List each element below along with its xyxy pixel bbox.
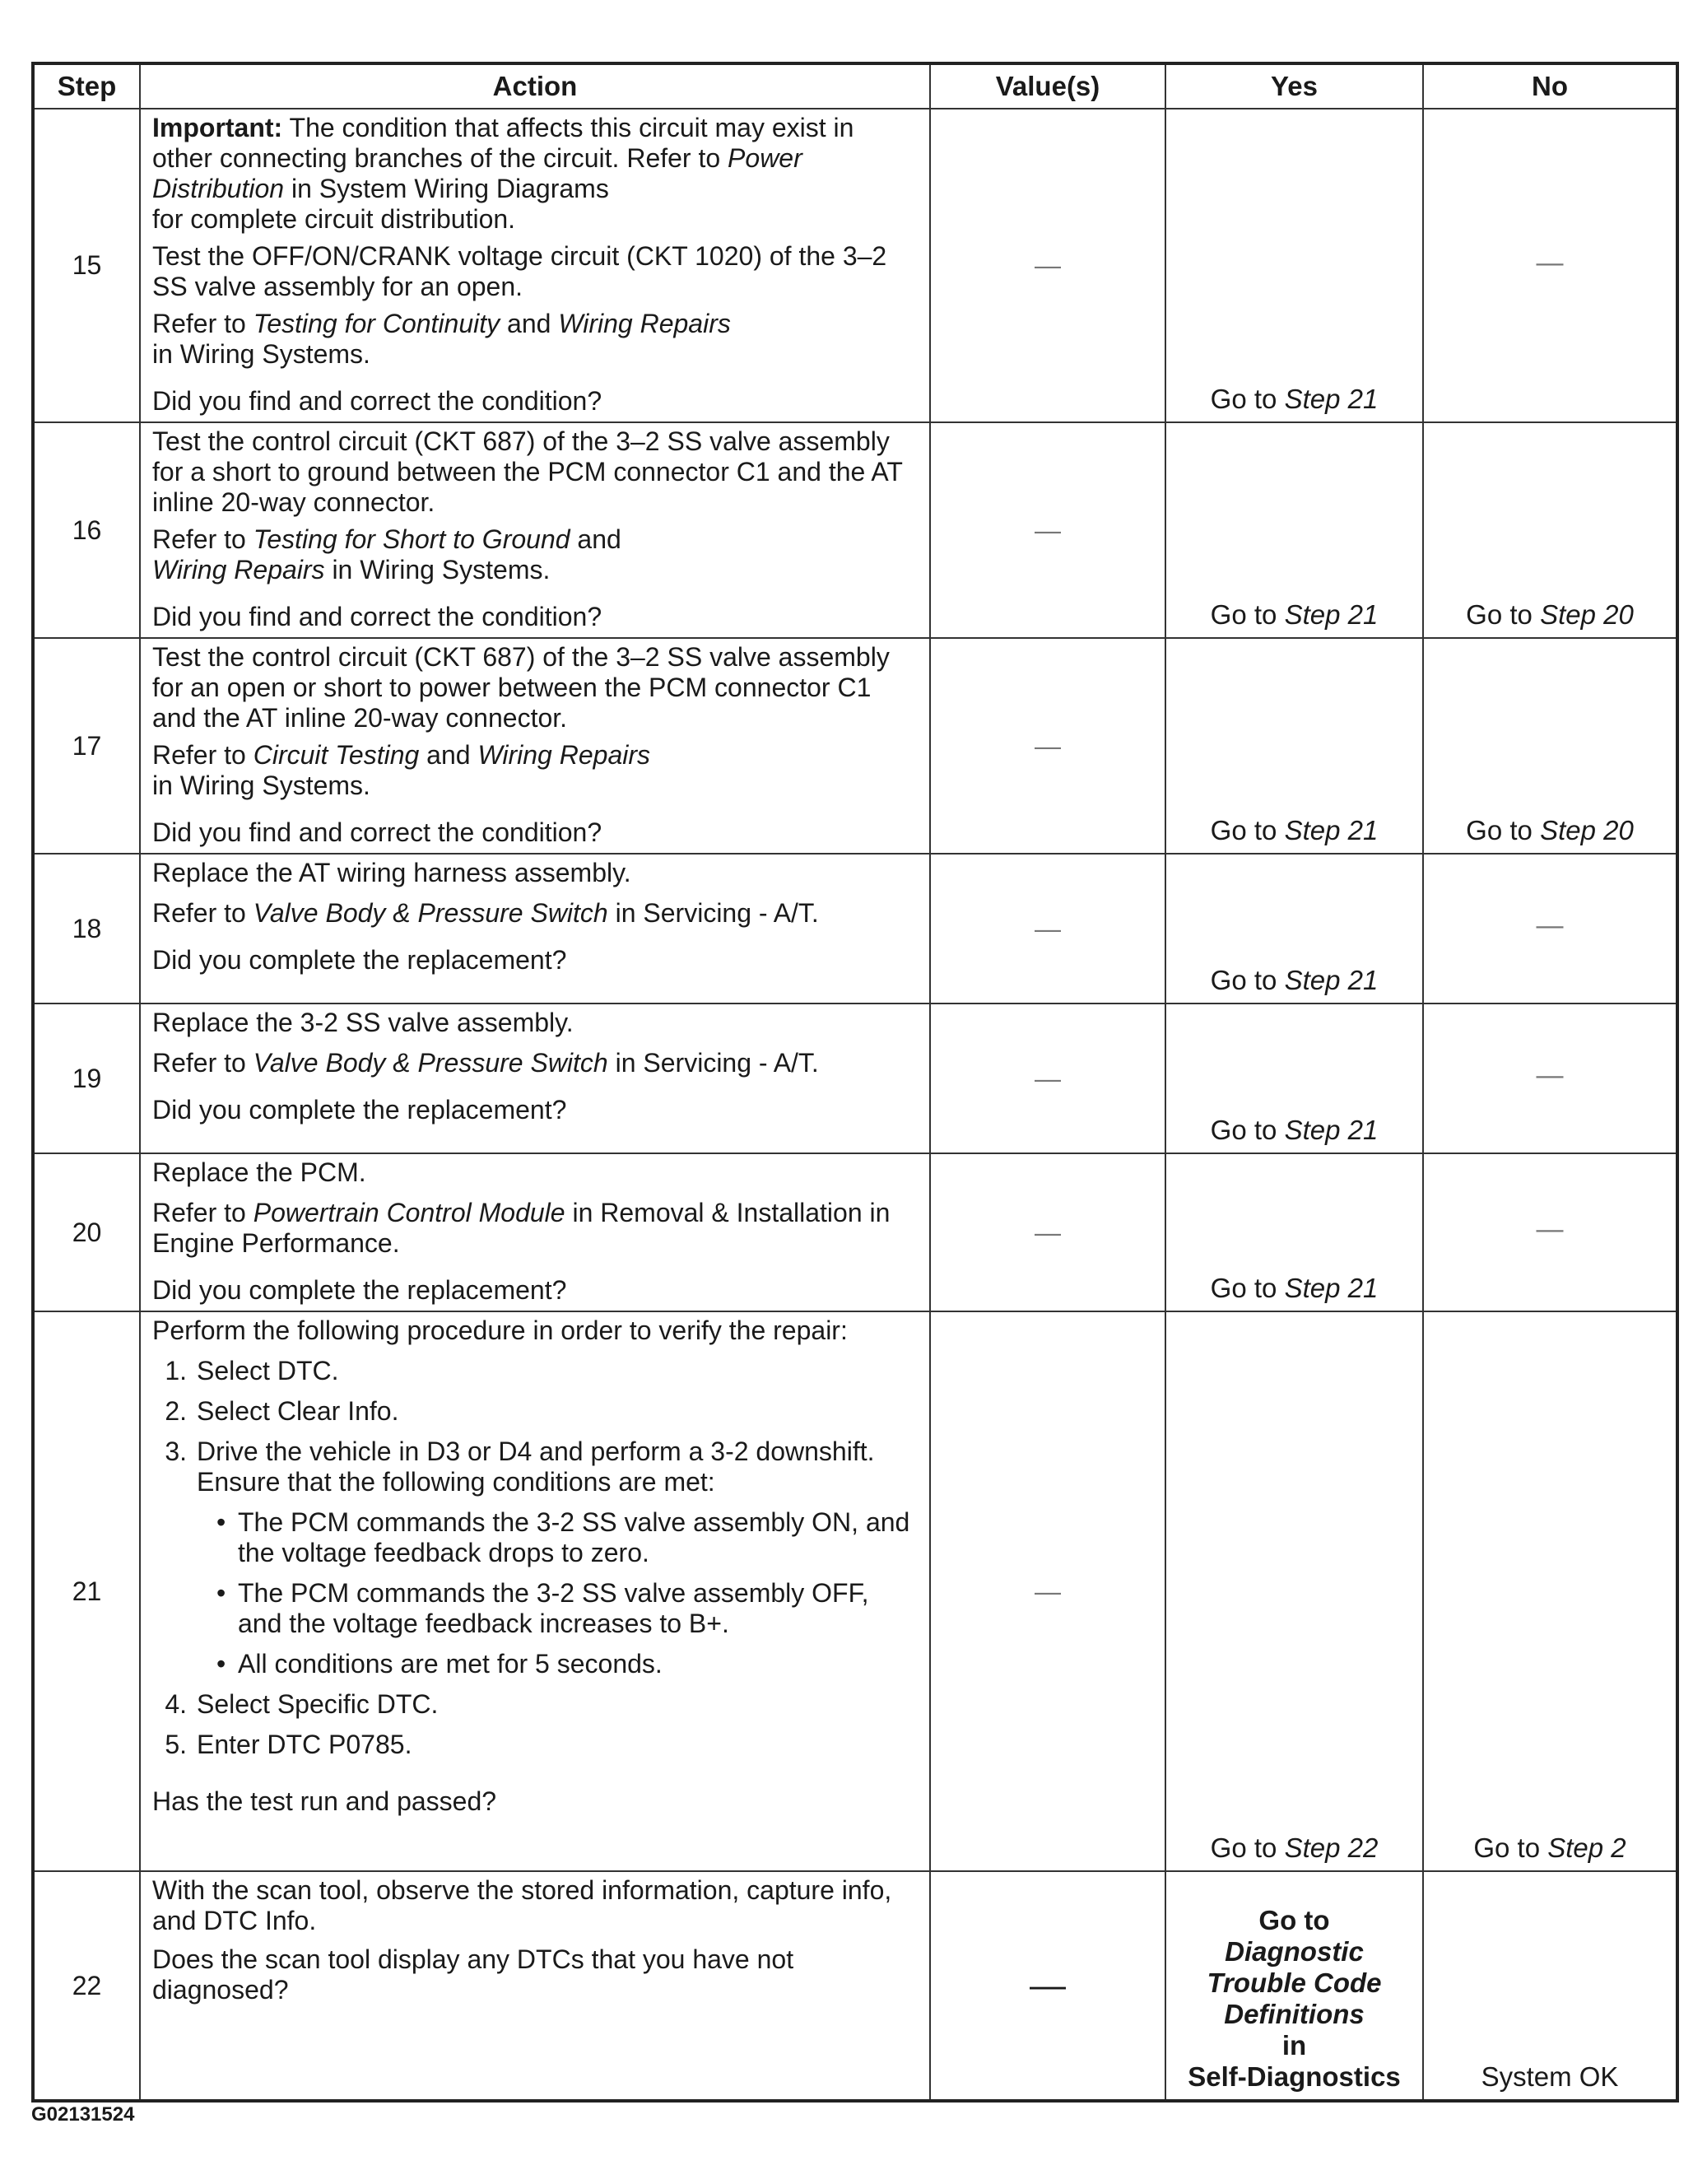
important-note: Important: The condition that affects this circuit may exist in other connecting branches of the circuit. Refer to Power Distribution in System Wiring Diagrams for complete circuit distribution. bbox=[152, 113, 854, 234]
yes-cell: Go to Diagnostic Trouble Code Definitions in Self-Diagnostics bbox=[1165, 1871, 1423, 2101]
reference-text: Refer to Circuit Testing and Wiring Repairs in Wiring Systems. bbox=[152, 740, 650, 800]
value-cell: — bbox=[930, 109, 1165, 422]
no-cell: Go to Step 20 bbox=[1423, 638, 1677, 854]
question-text: Did you find and correct the condition? bbox=[152, 602, 602, 631]
action-cell bbox=[140, 638, 930, 854]
reference-text: Refer to Testing for Short to Ground and Wiring Repairs in Wiring Systems. bbox=[152, 524, 621, 584]
step-number: 19 bbox=[33, 1004, 140, 1153]
list-item: 2. Select Clear Info. bbox=[165, 1396, 399, 1426]
yes-cell: Go to Step 21 bbox=[1165, 1004, 1423, 1153]
table-row-step-15 bbox=[33, 109, 1677, 422]
no-cell: — bbox=[1423, 1004, 1677, 1153]
reference-text: Refer to Powertrain Control Module in Removal & Installation in Engine Performance. bbox=[152, 1198, 891, 1258]
diagnostic-table bbox=[31, 62, 1679, 2103]
table-row-step-22 bbox=[33, 1871, 1677, 2101]
condition-item: • The PCM commands the 3-2 SS valve assembly OFF, and the voltage feedback increases to B+. bbox=[216, 1578, 869, 1638]
question-text: Did you complete the replacement? bbox=[152, 945, 567, 975]
no-cell: — bbox=[1423, 1153, 1677, 1311]
list-item: 4. Select Specific DTC. bbox=[165, 1689, 439, 1719]
table-row-step-18 bbox=[33, 854, 1677, 1004]
step-number: 20 bbox=[33, 1153, 140, 1311]
header-step: Step bbox=[33, 63, 140, 109]
step-number: 18 bbox=[33, 854, 140, 1004]
action-cell bbox=[140, 422, 930, 638]
instruction-text: Replace the 3-2 SS valve assembly. bbox=[152, 1008, 574, 1037]
no-cell: System OK bbox=[1423, 1871, 1677, 2101]
instruction-text: Test the OFF/ON/CRANK voltage circuit (CKT 1020) of the 3–2 SS valve assembly for an open. bbox=[152, 241, 887, 301]
procedure-list bbox=[152, 1356, 919, 1770]
step-number: 16 bbox=[33, 422, 140, 638]
list-item: 3. Drive the vehicle in D3 or D4 and perform a 3-2 downshift. Ensure that the following conditions are met: bbox=[165, 1437, 875, 1497]
reference-text: Refer to Testing for Continuity and Wiring Repairs in Wiring Systems. bbox=[152, 309, 731, 369]
action-cell bbox=[140, 109, 930, 422]
step-number: 21 bbox=[33, 1311, 140, 1871]
step-number: 22 bbox=[33, 1871, 140, 2101]
table-row-step-21 bbox=[33, 1311, 1677, 1871]
action-cell bbox=[140, 854, 930, 1004]
reference-text: Refer to Valve Body & Pressure Switch in Servicing - A/T. bbox=[152, 898, 819, 928]
question-text: Does the scan tool display any DTCs that you have not diagnosed? bbox=[152, 1944, 794, 2005]
action-cell bbox=[140, 1311, 930, 1871]
question-text: Did you find and correct the condition? bbox=[152, 386, 602, 416]
yes-cell: Go to Step 21 bbox=[1165, 638, 1423, 854]
table-row-step-20 bbox=[33, 1153, 1677, 1311]
header-yes: Yes bbox=[1165, 63, 1423, 109]
step-number: 15 bbox=[33, 109, 140, 422]
value-cell: — bbox=[930, 1004, 1165, 1153]
reference-text: Refer to Valve Body & Pressure Switch in Servicing - A/T. bbox=[152, 1048, 819, 1078]
table-row-step-17 bbox=[33, 638, 1677, 854]
action-cell bbox=[140, 1871, 930, 2101]
list-item: 1. Select DTC. bbox=[165, 1356, 339, 1385]
value-cell: — bbox=[930, 422, 1165, 638]
condition-item: • All conditions are met for 5 seconds. bbox=[216, 1649, 663, 1679]
yes-cell: Go to Step 21 bbox=[1165, 854, 1423, 1004]
header-values: Value(s) bbox=[930, 63, 1165, 109]
step-number: 17 bbox=[33, 638, 140, 854]
value-cell: — bbox=[930, 1153, 1165, 1311]
condition-list bbox=[152, 1507, 919, 1679]
no-cell: — bbox=[1423, 854, 1677, 1004]
table-header-row bbox=[33, 63, 1677, 109]
yes-cell: Go to Step 21 bbox=[1165, 1153, 1423, 1311]
condition-item: • The PCM commands the 3-2 SS valve assembly ON, and the voltage feedback drops to zero. bbox=[216, 1507, 910, 1567]
table-row-step-19 bbox=[33, 1004, 1677, 1153]
action-cell bbox=[140, 1153, 930, 1311]
table-row-step-16 bbox=[33, 422, 1677, 638]
instruction-text: With the scan tool, observe the stored information, capture info, and DTC Info. bbox=[152, 1875, 892, 1935]
header-no: No bbox=[1423, 63, 1677, 109]
value-cell: — bbox=[930, 854, 1165, 1004]
instruction-text: Replace the AT wiring harness assembly. bbox=[152, 858, 631, 887]
list-item: 5. Enter DTC P0785. bbox=[165, 1730, 412, 1759]
instruction-text: Test the control circuit (CKT 687) of the 3–2 SS valve assembly for an open or short to power between the PCM connector C1 and the AT inline 20-way connector. bbox=[152, 642, 890, 733]
header-action: Action bbox=[140, 63, 930, 109]
question-text: Did you complete the replacement? bbox=[152, 1275, 567, 1305]
yes-cell: Go to Step 22 bbox=[1165, 1311, 1423, 1871]
question-text: Did you find and correct the condition? bbox=[152, 817, 602, 847]
instruction-text: Replace the PCM. bbox=[152, 1157, 366, 1187]
no-cell: Go to Step 20 bbox=[1423, 422, 1677, 638]
instruction-text: Test the control circuit (CKT 687) of the 3–2 SS valve assembly for a short to ground between the PCM connector C1 and the AT inline 20-way connector. bbox=[152, 426, 903, 517]
value-cell: — bbox=[930, 1311, 1165, 1871]
yes-cell: Go to Step 21 bbox=[1165, 109, 1423, 422]
no-cell: Go to Step 2 bbox=[1423, 1311, 1677, 1871]
figure-id: G02131524 bbox=[31, 2103, 135, 2126]
question-text: Has the test run and passed? bbox=[152, 1786, 497, 1816]
value-cell: — bbox=[930, 638, 1165, 854]
instruction-text: Perform the following procedure in order to verify the repair: bbox=[152, 1316, 848, 1345]
value-cell: — bbox=[930, 1871, 1165, 2101]
question-text: Did you complete the replacement? bbox=[152, 1095, 567, 1125]
yes-cell: Go to Step 21 bbox=[1165, 422, 1423, 638]
no-cell: — bbox=[1423, 109, 1677, 422]
action-cell bbox=[140, 1004, 930, 1153]
